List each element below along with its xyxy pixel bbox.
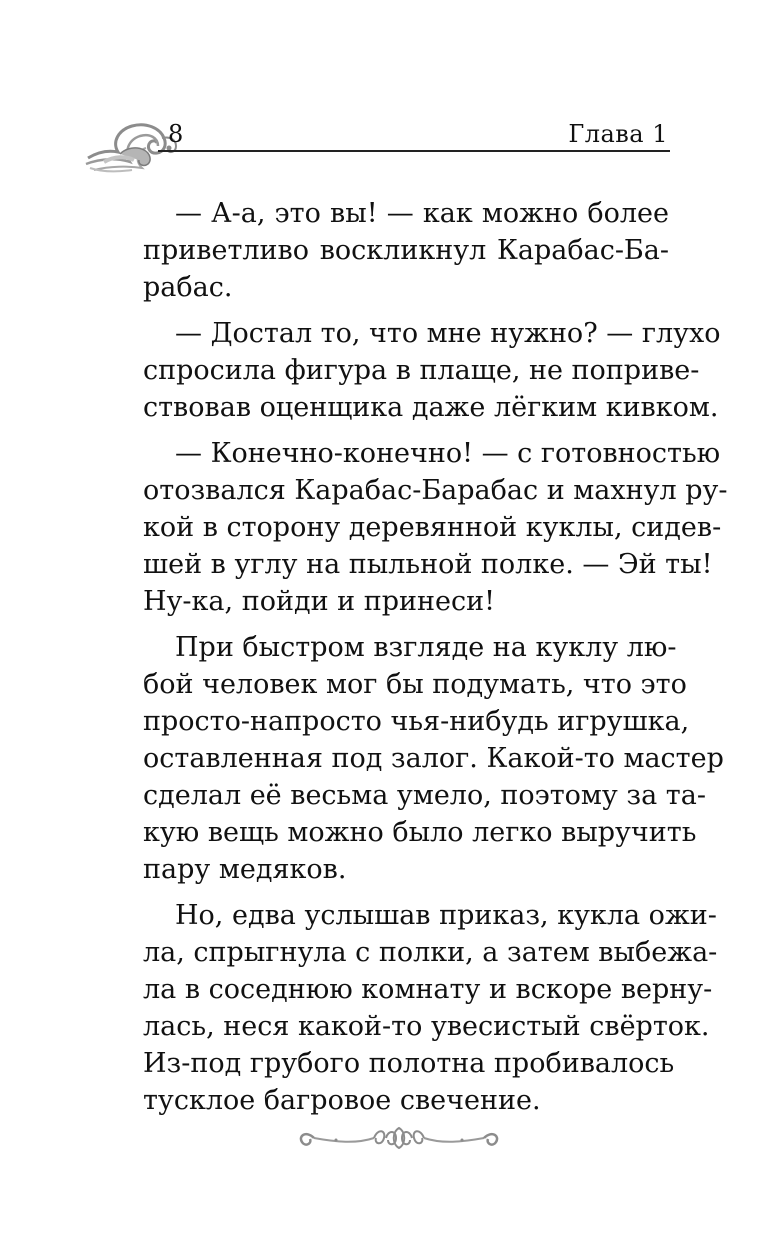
text-line: сделал её весьма умело, поэтому за та-: [143, 780, 706, 811]
text-line: — А-а, это вы! — как можно более: [175, 198, 669, 229]
text-line: Из-под грубого полотна пробивалось: [143, 1048, 675, 1079]
text-line: кой в сторону деревянной куклы, сидев-: [143, 512, 722, 543]
text-line: — Достал то, что мне нужно? — глухо: [175, 318, 721, 349]
text-line: пару медяков.: [143, 854, 347, 885]
text-line: При быстром взгляде на куклу лю-: [175, 632, 677, 663]
text-line: рабас.: [143, 272, 233, 303]
text-line: отозвался Карабас-Барабас и махнул ру-: [143, 475, 728, 506]
text-line: бой человек мог бы подумать, что это: [143, 669, 687, 700]
page-number: 8: [168, 120, 184, 148]
text-line: лась, неся какой-то увесистый свёрток.: [143, 1011, 710, 1042]
body-text: [143, 195, 728, 1119]
text-line: ствовав оценщика даже лёгким кивком.: [143, 392, 719, 423]
text-line: Но, едва услышав приказ, кукла ожи-: [175, 900, 717, 931]
text-line: шей в углу на пыльной полке. — Эй ты!: [143, 549, 713, 580]
text-line: оставленная под залог. Какой-то мастер: [143, 743, 724, 774]
text-line: ла, спрыгнула с полки, а затем выбежа-: [143, 937, 718, 968]
text-line: — Конечно-конечно! — с готовностью: [175, 438, 721, 469]
chapter-title: Глава 1: [568, 120, 668, 148]
text-line: кую вещь можно было легко выручить: [143, 817, 697, 848]
page-header: [84, 108, 674, 178]
text-line: тусклое багровое свечение.: [143, 1085, 541, 1116]
text-line: Ну-ка, пойди и принеси!: [143, 586, 495, 617]
scroll-flourish-icon: [296, 1120, 502, 1156]
text-line: просто-напросто чья-нибудь игрушка,: [143, 706, 690, 737]
text-line: приветливо воскликнул Карабас-Ба-: [143, 235, 669, 266]
acanthus-ornament-icon: [84, 112, 180, 174]
text-line: спросила фигура в плаще, не поприве-: [143, 355, 700, 386]
text-line: ла в соседнюю комнату и вскоре верну-: [143, 974, 713, 1005]
header-rule: [158, 150, 670, 152]
